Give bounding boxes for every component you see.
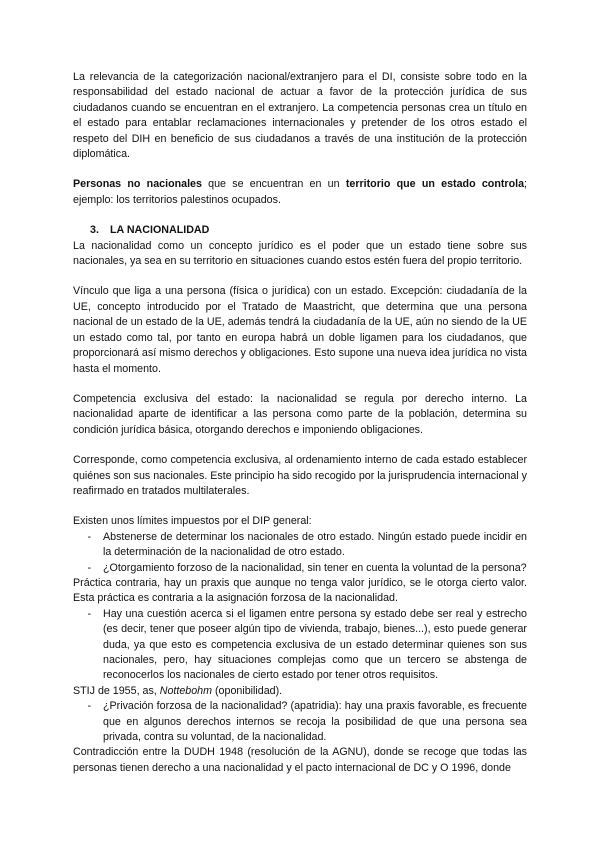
paragraph-contradiccion: Contradicción entre la DUDH 1948 (resolución de la AGNU), donde se recoge que todas las personas tienen derecho a una nacionalidad y el pacto internacional de DC y O 1996, donde [73,746,527,774]
list-item-text: ¿Privación forzosa de la nacionalidad? (apatridia): hay una praxis favorable, es frecuente que en algunos derechos internos se recoja la posibilidad de que una persona sea privada, contra su voluntad, de la nacionalidad. [103,700,527,744]
section-heading [73,223,527,238]
italic-case-name: Nottebohm [159,684,213,697]
list-item [73,699,527,745]
paragraph-concepto: La nacionalidad como un concepto jurídico es el poder que un estado tiene sobre sus nacionales, ya sea en su territorio en situaciones cuando estos estén fuera del propio territorio. [73,239,527,268]
section-number: 3. [90,224,99,237]
paragraph-stij [73,684,527,699]
spacer [73,208,527,223]
spacer [73,438,527,453]
bold-term: territorio que un estado controla [345,178,525,191]
text-run: que se encuentran en un [201,178,346,191]
bullet-dash: - [87,607,91,620]
bold-term: Personas no nacionales [73,178,202,191]
text-run: (oponibilidad). [212,684,283,697]
spacer [73,377,527,392]
bullet-dash: - [87,530,91,543]
paragraph-personas-no-nacionales [73,177,527,208]
paragraph-competencia: Competencia exclusiva del estado: la nacionalidad se regula por derecho interno. La nacionalidad aparte de identificar a las persona como parte de la población, determina su condición jurídica básica, otorgando derechos e imponiendo obligaciones. [73,392,527,436]
section-title: LA NACIONALIDAD [110,224,210,237]
text-run: STIJ de 1955, as, [73,684,160,697]
spacer [73,269,527,284]
spacer [73,499,527,514]
spacer [73,162,527,177]
list-item [73,530,527,561]
list-item [73,607,527,684]
paragraph-corresponde: Corresponde, como competencia exclusiva, al ordenamiento interno de cada estado establecer quiénes son sus nacionales. Este principio ha sido recogido por la jurisprudencia internacional y reafirmado en tratados multilaterales. [73,454,527,497]
paragraph-relevancia: La relevancia de la categorización nacional/extranjero para el DI, consiste sobre todo en la responsabilidad del estado nacional de actuar a favor de la protección jurídica de sus ciudadanos cuando se encuentran en el extranjero. La competencia personas crea un título en el estado para entablar reclamaciones internacionales y pretender de los otros estado el respeto del DIH en beneficio de sus ciudadanos a través de una institución de la protección diplomática. [73,71,527,161]
paragraph-vinculo: Vínculo que liga a una persona (física o jurídica) con un estado. Excepción: ciudadanía de la UE, concepto introducido por el Tratado de Maastricht, que determina que una persona nacional de un estado de la UE, además tendrá la ciudadanía de la UE, aún no siendo de la UE un estado como tal, por tanto en europa habrá un doble ligamen para los ciudadanos, que proporcionará así mismo derechos y obligaciones. Esto supone una nueva idea jurídica no vista hasta el momento. [73,285,527,375]
bullet-dash: - [87,561,91,574]
list-item-text: Hay una cuestión acerca si el ligamen entre persona sy estado debe ser real y estrecho (es decir, tener que poseer algún tipo de vivienda, trabajo, bienes...), esto puede generar duda, ya que esto es competencia exclusiva de un estado determinar quienes son sus nacionales, pero, hay situaciones complejas como que un tercero se abstenga de reconocerlos los nacionales de cierto estado por tener otros requisitos. [103,607,527,682]
list-item-text: ¿Otorgamiento forzoso de la nacionalidad, sin tener en cuenta la voluntad de la persona? [103,561,527,574]
text-run: ; ejemplo: los territorios palestinos ocupados. [73,178,527,206]
bullet-dash: - [87,700,91,713]
paragraph-limites: Existen unos límites impuestos por el DIP general: [73,515,312,528]
paragraph-practica: Práctica contraria, hay un praxis que aunque no tenga valor jurídico, se le otorga cierto valor. Esta práctica es contraria a la asignación forzosa de la nacionalidad. [73,576,527,605]
list-item [73,561,527,576]
list-item-text: Abstenerse de determinar los nacionales de otro estado. Ningún estado puede incidir en la determinación de la nacionalidad de otro estado. [103,530,527,559]
